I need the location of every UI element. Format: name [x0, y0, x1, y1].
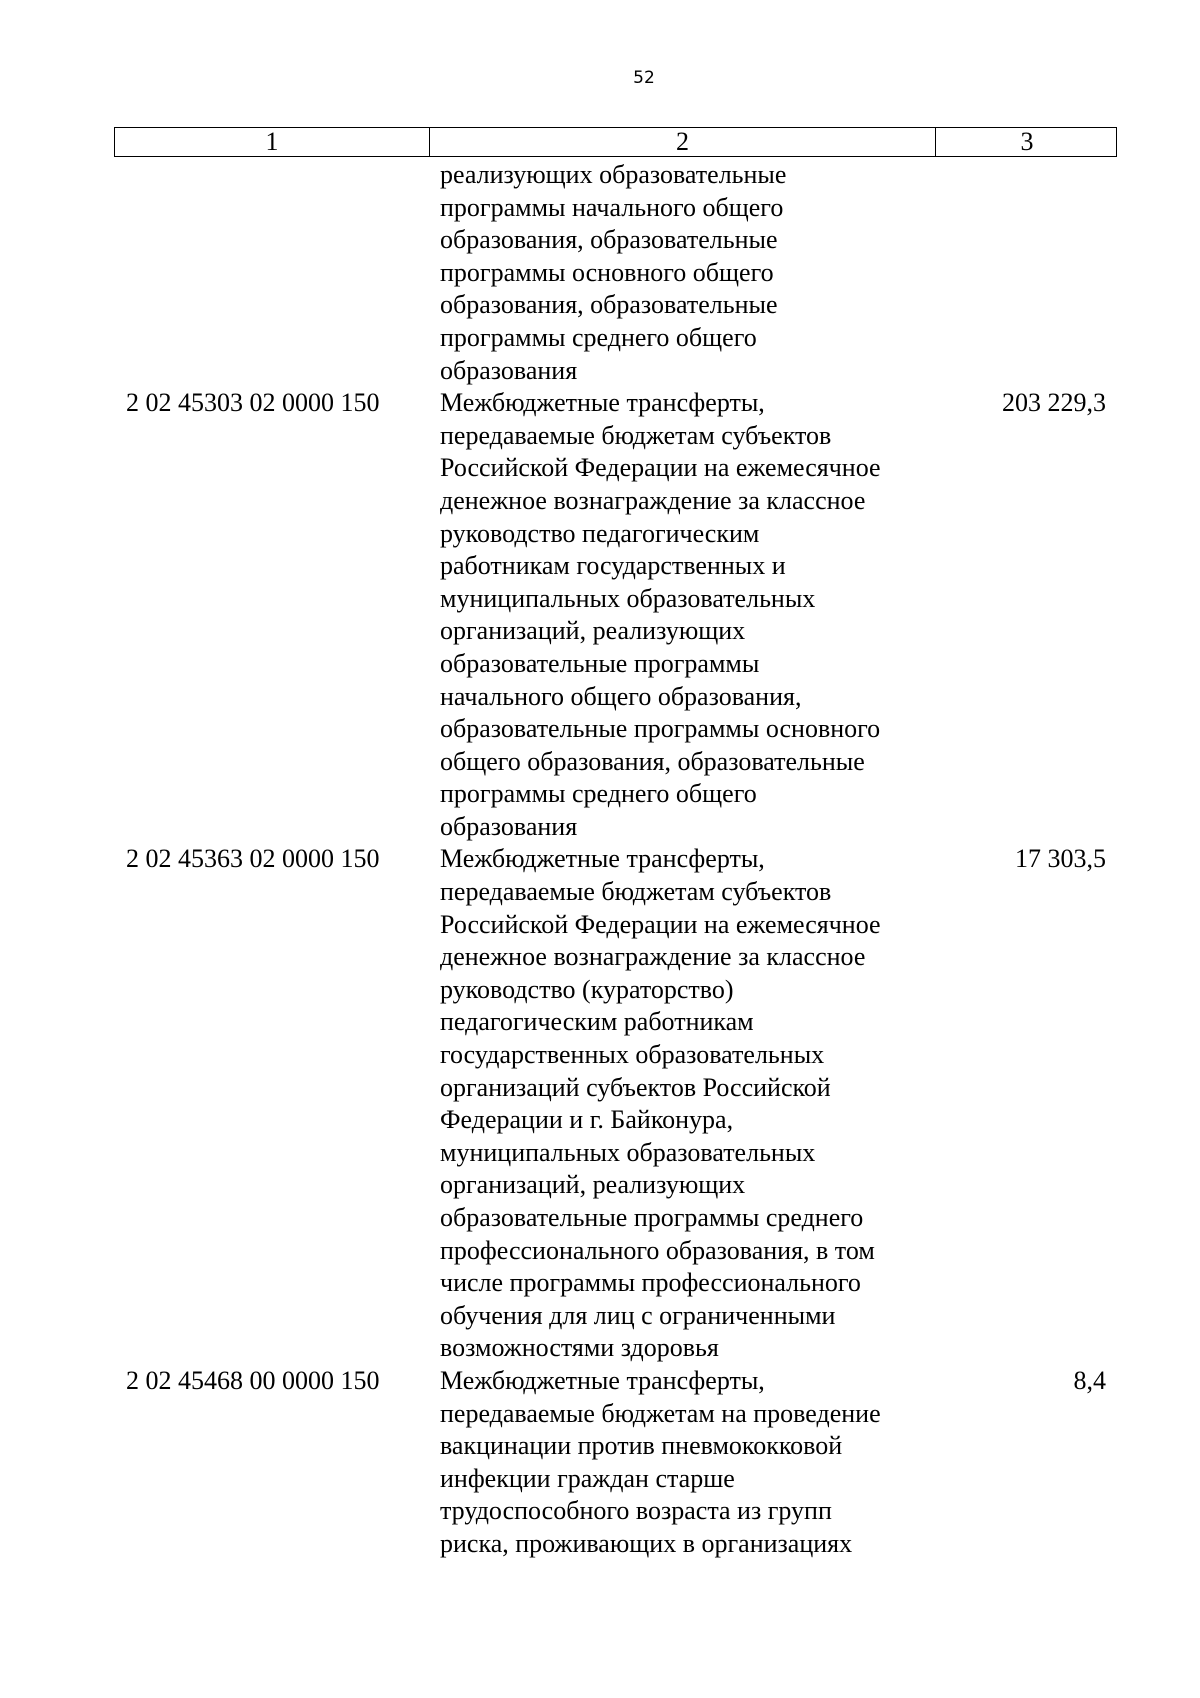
description-line: организаций субъектов Российской — [440, 1072, 831, 1102]
description-line: образования — [440, 355, 578, 385]
description-line: Российской Федерации на ежемесячное — [440, 909, 881, 939]
description-line: организаций, реализующих — [440, 1170, 746, 1200]
description-line: программы среднего общего — [440, 779, 757, 809]
row-amount: 17 303,5 — [1015, 844, 1106, 874]
budget-code: 2 02 45468 00 0000 150 — [126, 1365, 380, 1395]
description-line: образовательные программы среднего — [440, 1203, 864, 1232]
description-line: Межбюджетные трансферты, — [440, 388, 765, 418]
description-line: работникам государственных и — [440, 551, 786, 581]
row-description — [428, 843, 934, 1365]
description-line: профессионального образования, в том — [440, 1235, 875, 1265]
page-number: 52 — [633, 68, 655, 88]
header-cell-description: 2 — [429, 128, 935, 156]
description-line: начального общего образования, — [440, 681, 802, 711]
description-line: государственных образовательных — [440, 1040, 825, 1070]
description-line: образовательные программы — [440, 648, 760, 678]
description-line: образовательные программы основного — [440, 714, 881, 744]
description-line: реализующих образовательные — [440, 160, 787, 189]
header-cell-amount: 3 — [935, 128, 1118, 156]
table-body — [114, 159, 1117, 1561]
description-line: руководство (кураторство) — [440, 974, 734, 1004]
description-line: передаваемые бюджетам на проведение — [440, 1398, 881, 1428]
budget-code — [114, 159, 428, 387]
description-line: общего образования, образовательные — [440, 746, 865, 776]
description-line: программы основного общего — [440, 257, 774, 287]
description-line: Федерации и г. Байконура, — [440, 1105, 734, 1135]
table-row — [114, 843, 1117, 1365]
row-amount — [934, 159, 1117, 387]
description-line: инфекции граждан старше — [440, 1463, 735, 1493]
header-cell-code: 1 — [265, 127, 279, 156]
description-line: числе программы профессионального — [440, 1268, 861, 1298]
description-line: Межбюджетные трансферты, — [440, 1365, 765, 1395]
description-line: образования — [440, 811, 578, 841]
description-line: денежное вознаграждение за классное — [440, 485, 866, 515]
table-header-row — [114, 127, 1117, 157]
description-line: Российской Федерации на ежемесячное — [440, 453, 881, 483]
description-line: программы среднего общего — [440, 322, 757, 352]
row-amount: 203 229,3 — [1002, 388, 1106, 418]
table-row — [114, 387, 1117, 843]
description-line: руководство педагогическим — [440, 518, 760, 548]
description-line: муниципальных образовательных — [440, 583, 816, 613]
description-line: образования, образовательные — [440, 225, 778, 255]
description-line: муниципальных образовательных — [440, 1137, 816, 1167]
description-line: Межбюджетные трансферты, — [440, 844, 765, 874]
table-row — [114, 1365, 1117, 1561]
description-line: обучения для лиц с ограниченными — [440, 1300, 836, 1330]
description-line: риска, проживающих в организациях — [440, 1528, 853, 1558]
description-line: образования, образовательные — [440, 290, 778, 320]
description-line: передаваемые бюджетам субъектов — [440, 877, 832, 907]
row-amount: 8,4 — [1073, 1365, 1106, 1395]
table-row — [114, 159, 1117, 387]
description-line: передаваемые бюджетам субъектов — [440, 420, 832, 450]
budget-code: 2 02 45303 02 0000 150 — [126, 388, 380, 418]
description-line: программы начального общего — [440, 192, 784, 222]
description-line: трудоспособного возраста из групп — [440, 1496, 832, 1526]
description-line: организаций, реализующих — [440, 616, 746, 646]
description-line: педагогическим работникам — [440, 1007, 754, 1037]
description-line: возможностями здоровья — [440, 1333, 719, 1363]
description-line: денежное вознаграждение за классное — [440, 942, 866, 972]
row-description — [428, 387, 934, 843]
row-description — [428, 159, 934, 387]
row-description — [428, 1365, 934, 1561]
description-line: вакцинации против пневмококковой — [440, 1431, 843, 1461]
budget-code: 2 02 45363 02 0000 150 — [126, 844, 380, 874]
